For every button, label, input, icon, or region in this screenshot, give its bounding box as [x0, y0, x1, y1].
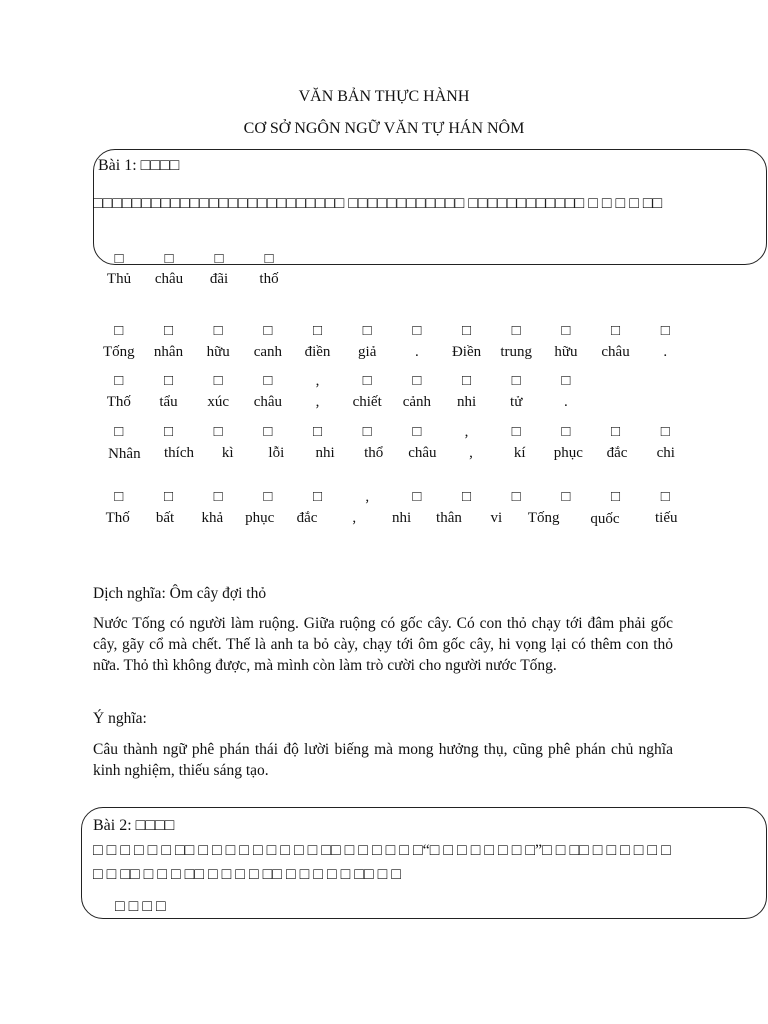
- reading: nhi: [456, 394, 477, 410]
- glyph: □: [163, 323, 174, 339]
- reading: trung: [500, 344, 533, 360]
- reading: Tống: [103, 344, 135, 360]
- glyph: □: [511, 323, 521, 339]
- reading: kì: [221, 445, 234, 461]
- row1: [94, 323, 690, 361]
- row4: [94, 489, 690, 528]
- glyph: □: [263, 323, 273, 339]
- glyph: ,: [315, 373, 320, 389]
- reading: đắc: [606, 445, 628, 461]
- reading: ,: [352, 510, 357, 526]
- glyph: □: [561, 424, 571, 440]
- bai2-box: [81, 807, 767, 919]
- reading: .: [414, 344, 419, 360]
- glyph: □: [362, 373, 372, 389]
- meaning-label: Ý nghĩa:: [93, 710, 147, 727]
- bai1-text: □□□□□□□□□□□□□□□□□□□□□□□□□□ □□□□□□□□□□□□ □□□□□□□□□□□□ □ □ □ □ □□: [93, 195, 663, 212]
- glyph: □: [312, 323, 323, 339]
- reading: quốc: [590, 511, 620, 527]
- glyph: □: [213, 424, 223, 440]
- reading: .: [564, 394, 568, 410]
- glyph: □: [114, 373, 124, 389]
- glyph: □: [561, 323, 571, 339]
- reading: kí: [513, 445, 526, 461]
- glyph: □: [511, 424, 521, 440]
- reading: phục: [553, 445, 583, 461]
- reading: châu: [154, 271, 184, 287]
- glyph: □: [660, 489, 670, 505]
- reading: ,: [315, 394, 320, 410]
- glyph: □: [114, 489, 124, 505]
- reading: lỗi: [268, 445, 285, 461]
- row0: [94, 251, 294, 288]
- glyph: □: [660, 424, 670, 440]
- glyph: □: [611, 323, 621, 339]
- glyph: □: [660, 323, 670, 339]
- document-title: VĂN BẢN THỰC HÀNH: [298, 88, 470, 105]
- reading: hữu: [206, 344, 230, 360]
- row3: [94, 424, 690, 463]
- reading: thố: [259, 271, 279, 287]
- glyph: ,: [365, 489, 370, 505]
- reading: điền: [304, 344, 331, 360]
- glyph: □: [561, 489, 571, 505]
- reading: chiết: [352, 394, 382, 410]
- glyph: □: [511, 489, 521, 505]
- glyph: □: [114, 251, 124, 267]
- glyph: □: [362, 323, 372, 339]
- glyph: □: [163, 373, 174, 389]
- row2: [94, 373, 690, 411]
- reading: châu: [408, 445, 437, 461]
- reading: Thố: [106, 394, 131, 410]
- reading: thân: [436, 510, 462, 526]
- glyph: □: [511, 373, 521, 389]
- reading: vi: [490, 510, 503, 526]
- glyph: □: [462, 489, 472, 505]
- glyph: □: [163, 489, 174, 505]
- bai2-glyphs-small: □ □ □ □: [115, 898, 166, 915]
- glyph: □: [312, 424, 323, 440]
- reading: phục: [245, 510, 275, 526]
- reading: xúc: [207, 394, 230, 410]
- glyph: □: [412, 373, 422, 389]
- glyph: □: [263, 424, 273, 440]
- glyph: [591, 373, 641, 390]
- glyph: □: [412, 489, 422, 505]
- reading: [640, 394, 690, 411]
- reading: khả: [201, 510, 224, 526]
- glyph: □: [163, 424, 174, 440]
- glyph: □: [312, 489, 323, 505]
- reading: thổ: [364, 445, 384, 461]
- glyph: □: [213, 373, 223, 389]
- reading: Tống: [527, 510, 560, 526]
- translation-text: Nước Tống có người làm ruộng. Giữa ruộng có gốc cây. Có con thỏ chạy tới đâm phải gốc cây, gãy cổ mà chết. Thế là anh ta bỏ cày, chạy tới ôm gốc cây, hi vọng lại có thêm con thỏ nữa. Thỏ thì không được, mà mình còn làm trò cười cho người nước Tống.: [93, 615, 673, 674]
- glyph: ,: [464, 424, 469, 440]
- glyph: □: [263, 489, 273, 505]
- reading: canh: [253, 344, 283, 360]
- translation-label: Dịch nghĩa: Ôm cây đợi thỏ: [93, 585, 267, 602]
- reading: thích: [164, 445, 194, 461]
- reading: Thủ: [106, 271, 132, 287]
- bai1-label: Bài 1: □□□□: [98, 157, 180, 174]
- bai2-line2: □ □ □□ □ □ □ □□ □ □ □ □ □□ □ □ □ □ □ □□ □ □: [93, 866, 401, 883]
- glyph: □: [213, 323, 223, 339]
- reading: Nhân: [108, 446, 141, 462]
- reading: châu: [253, 394, 283, 410]
- reading: tử: [510, 394, 523, 410]
- glyph: □: [264, 251, 274, 267]
- glyph: □: [412, 323, 422, 339]
- reading: chi: [656, 445, 675, 461]
- reading: tẩu: [159, 394, 178, 410]
- reading: châu: [601, 344, 630, 360]
- glyph: □: [114, 424, 124, 440]
- bai2-label: Bài 2: □□□□: [93, 817, 175, 834]
- reading: đắc: [296, 510, 318, 526]
- glyph: □: [561, 373, 571, 389]
- reading: giả: [358, 344, 377, 360]
- glyph: □: [611, 424, 621, 440]
- glyph: □: [263, 373, 273, 389]
- reading: nhân: [153, 344, 184, 360]
- glyph: □: [412, 424, 422, 440]
- reading: Điền: [451, 344, 482, 360]
- glyph: □: [213, 489, 223, 505]
- reading: hữu: [554, 344, 578, 360]
- glyph: □: [462, 373, 472, 389]
- glyph: □: [114, 323, 124, 339]
- reading: bất: [155, 510, 175, 526]
- meaning-text: Câu thành ngữ phê phán thái độ lười biếng mà mong hưởng thụ, cũng phê phán chủ nghĩa kinh nghiệm, thiếu sáng tạo.: [93, 741, 673, 779]
- reading: nhi: [315, 445, 335, 461]
- reading: .: [663, 344, 668, 360]
- glyph: □: [164, 251, 174, 267]
- reading: đãi: [209, 271, 229, 287]
- reading: ,: [469, 445, 473, 461]
- reading: cảnh: [402, 394, 432, 410]
- reading: [591, 394, 641, 411]
- glyph: □: [611, 489, 621, 505]
- reading: nhi: [392, 510, 412, 526]
- glyph: [640, 373, 690, 390]
- reading: Thố: [105, 510, 130, 526]
- glyph: □: [462, 323, 472, 339]
- document-subtitle: CƠ SỞ NGÔN NGỮ VĂN TỰ HÁN NÔM: [243, 120, 525, 137]
- reading: tiếu: [655, 510, 678, 526]
- bai2-line1: □ □ □ □ □ □ □□ □ □ □ □ □ □ □ □ □ □□ □ □ □ □ □ □“□ □ □ □ □ □ □ □”□ □ □□ □ □ □ □ □ □: [93, 842, 671, 859]
- glyph: □: [214, 251, 224, 267]
- glyph: □: [362, 424, 372, 440]
